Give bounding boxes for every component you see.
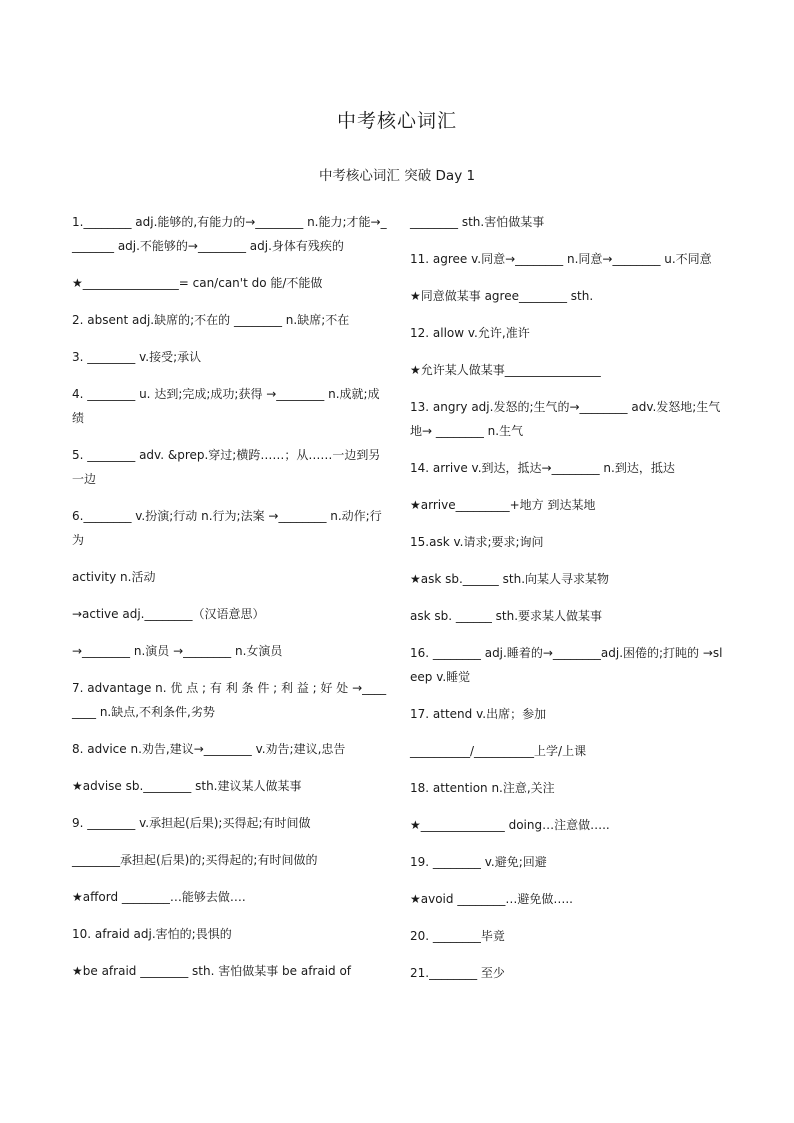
vocab-entry: 16. ________ adj.睡着的→________adj.困倦的;打盹的 →sleep v.睡觉 bbox=[410, 646, 723, 684]
vocab-entry: ★avoid ________…避免做….. bbox=[410, 892, 573, 906]
vocab-entry: 11. agree v.同意→________ n.同意→________ u.不同意 bbox=[410, 252, 712, 266]
page-title: 中考核心词汇 bbox=[336, 110, 457, 132]
page-subtitle: 中考核心词汇 突破 Day 1 bbox=[318, 168, 476, 184]
vocab-entry: 7. advantage n. 优 点 ; 有 利 条 件 ; 利 益 ; 好 处 →________ n.缺点,不利条件,劣势 bbox=[72, 681, 387, 719]
right-column bbox=[410, 210, 728, 998]
vocab-entry: 14. arrive v.到达，抵达→________ n.到达，抵达 bbox=[410, 461, 675, 475]
vocab-entry: ★be afraid ________ sth. 害怕做某事 be afraid of bbox=[72, 964, 352, 978]
vocab-entry: →________ n.演员 →________ n.女演员 bbox=[72, 644, 283, 658]
vocab-entry: 18. attention n.注意,关注 bbox=[410, 781, 555, 795]
vocab-entry: 5. ________ adv. &prep.穿过;横跨……；从……一边到另一边 bbox=[72, 448, 381, 486]
vocab-entry: →active adj.________（汉语意思） bbox=[72, 607, 265, 621]
vocab-entry: 21.________ 至少 bbox=[410, 966, 505, 980]
vocab-entry: 8. advice n.劝告,建议→________ v.劝告;建议,忠告 bbox=[72, 742, 346, 756]
vocab-entry: 20. ________毕竟 bbox=[410, 929, 505, 943]
vocab-entry: ★afford ________…能够去做…. bbox=[72, 890, 246, 904]
vocab-entry: 13. angry adj.发怒的;生气的→________ adv.发怒地;生气地→ ________ n.生气 bbox=[410, 400, 721, 438]
vocab-entry: ★同意做某事 agree________ sth. bbox=[410, 289, 594, 303]
vocab-entry: ★arrive_________+地方 到达某地 bbox=[410, 498, 596, 512]
vocab-entry: ★ask sb.______ sth.向某人寻求某物 bbox=[410, 572, 610, 586]
vocab-entry: 3. ________ v.接受;承认 bbox=[72, 350, 202, 364]
left-column bbox=[72, 210, 390, 996]
vocab-entry: 1.________ adj.能够的,有能力的→________ n.能力;才能→________ adj.不能够的→________ adj.身体有残疾的 bbox=[72, 215, 387, 253]
vocab-entry: 15.ask v.请求;要求;询问 bbox=[410, 535, 544, 549]
vocab-entry: activity n.活动 bbox=[72, 570, 156, 584]
vocab-entry: 17. attend v.出席；参加 bbox=[410, 707, 547, 721]
vocab-entry: ________ sth.害怕做某事 bbox=[410, 215, 545, 229]
vocab-entry: 6.________ v.扮演;行动 n.行为;法案 →________ n.动作;行为 bbox=[72, 509, 382, 547]
vocab-entry: ★advise sb.________ sth.建议某人做某事 bbox=[72, 779, 302, 793]
vocab-entry: ★______________ doing…注意做….. bbox=[410, 818, 610, 832]
vocab-entry: 4. ________ u. 达到;完成;成功;获得 →________ n.成就;成绩 bbox=[72, 387, 380, 425]
vocab-entry: ask sb. ______ sth.要求某人做某事 bbox=[410, 609, 603, 623]
vocab-entry: 10. afraid adj.害怕的;畏惧的 bbox=[72, 927, 232, 941]
vocab-entry: ★允许某人做某事________________ bbox=[410, 363, 601, 377]
vocab-entry: ________承担起(后果)的;买得起的;有时间做的 bbox=[72, 853, 318, 867]
vocab-entry: __________/__________上学/上课 bbox=[410, 744, 587, 758]
vocab-entry: 2. absent adj.缺席的;不在的 ________ n.缺席;不在 bbox=[72, 313, 350, 327]
vocab-entry: 19. ________ v.避免;回避 bbox=[410, 855, 547, 869]
vocab-entry: 12. allow v.允许,准许 bbox=[410, 326, 530, 340]
vocab-entry: 9. ________ v.承担起(后果);买得起;有时间做 bbox=[72, 816, 311, 830]
vocab-entry: ★________________= can/can't do 能/不能做 bbox=[72, 276, 323, 290]
